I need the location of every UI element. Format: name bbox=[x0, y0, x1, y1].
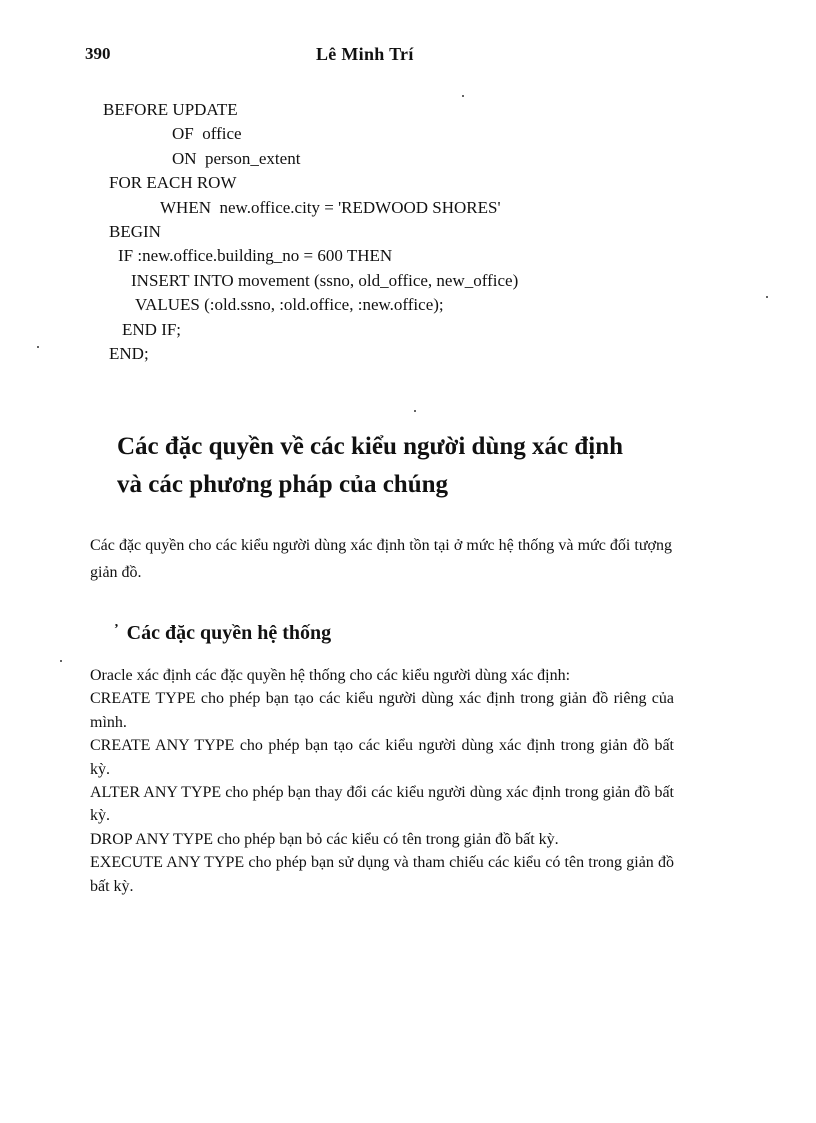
paragraph: Oracle xác định các đặc quyền hệ thống cho các kiểu người dùng xác định: bbox=[90, 667, 571, 684]
subsection-heading-text: Các đặc quyền hệ thống bbox=[126, 622, 332, 644]
paragraph: CREATE TYPE cho phép bạn tạo các kiểu người dùng xác định trong giản đồ riêng của mình. bbox=[90, 690, 674, 731]
code-text: VALUES (:old.ssno, :old.office, :new.office); bbox=[135, 295, 444, 315]
code-text: FOR EACH ROW bbox=[109, 173, 237, 193]
section-heading-line: và các phương pháp của chúng bbox=[117, 471, 449, 498]
section-heading-line: Các đặc quyền về các kiểu người dùng xác định bbox=[117, 433, 624, 460]
body-text bbox=[90, 664, 674, 898]
code-line bbox=[0, 342, 816, 366]
code-line bbox=[0, 147, 816, 171]
scan-speck bbox=[766, 296, 768, 298]
code-block bbox=[0, 98, 816, 366]
paragraph: CREATE ANY TYPE cho phép bạn tạo các kiểu người dùng xác định trong giản đồ bất kỳ. bbox=[90, 737, 674, 778]
code-text: IF :new.office.building_no = 600 THEN bbox=[118, 246, 393, 266]
code-text: WHEN new.office.city = 'REDWOOD SHORES' bbox=[160, 197, 501, 217]
paragraph: ALTER ANY TYPE cho phép bạn thay đổi các kiểu người dùng xác định trong giản đồ bất kỳ. bbox=[90, 784, 674, 825]
subsection-heading bbox=[114, 622, 331, 645]
code-text: BEFORE UPDATE bbox=[103, 100, 238, 119]
page-number: 390 bbox=[85, 44, 111, 63]
code-line bbox=[0, 98, 816, 122]
code-line bbox=[0, 220, 816, 244]
running-head: Lê Minh Trí bbox=[316, 44, 414, 64]
paragraph: EXECUTE ANY TYPE cho phép bạn sử dụng và tham chiếu các kiểu có tên trong giản đồ bất kỳ. bbox=[90, 854, 674, 895]
code-line bbox=[0, 293, 816, 317]
scan-speck bbox=[462, 95, 464, 97]
code-text: END IF; bbox=[122, 319, 182, 339]
code-line bbox=[0, 244, 816, 268]
code-text: INSERT INTO movement (ssno, old_office, new_office) bbox=[131, 270, 519, 290]
scan-speck bbox=[37, 346, 39, 348]
code-line bbox=[0, 171, 816, 195]
code-text: BEGIN bbox=[109, 221, 161, 241]
code-line bbox=[0, 122, 816, 146]
scan-speck bbox=[414, 410, 416, 412]
intro-paragraph: Các đặc quyền cho các kiểu người dùng xác định tồn tại ở mức hệ thống và mức đối tượng giản đồ. bbox=[90, 537, 672, 581]
code-text: END; bbox=[109, 343, 149, 363]
code-text: ON person_extent bbox=[172, 148, 301, 168]
section-heading bbox=[117, 428, 757, 504]
paragraph: DROP ANY TYPE cho phép bạn bỏ các kiểu có tên trong giản đồ bất kỳ. bbox=[90, 830, 559, 848]
code-line bbox=[0, 318, 816, 342]
scan-speck bbox=[60, 660, 62, 662]
code-line bbox=[0, 196, 816, 220]
code-line bbox=[0, 269, 816, 293]
code-text: OF office bbox=[172, 124, 242, 144]
bullet-mark-icon: ʼ bbox=[114, 622, 119, 637]
